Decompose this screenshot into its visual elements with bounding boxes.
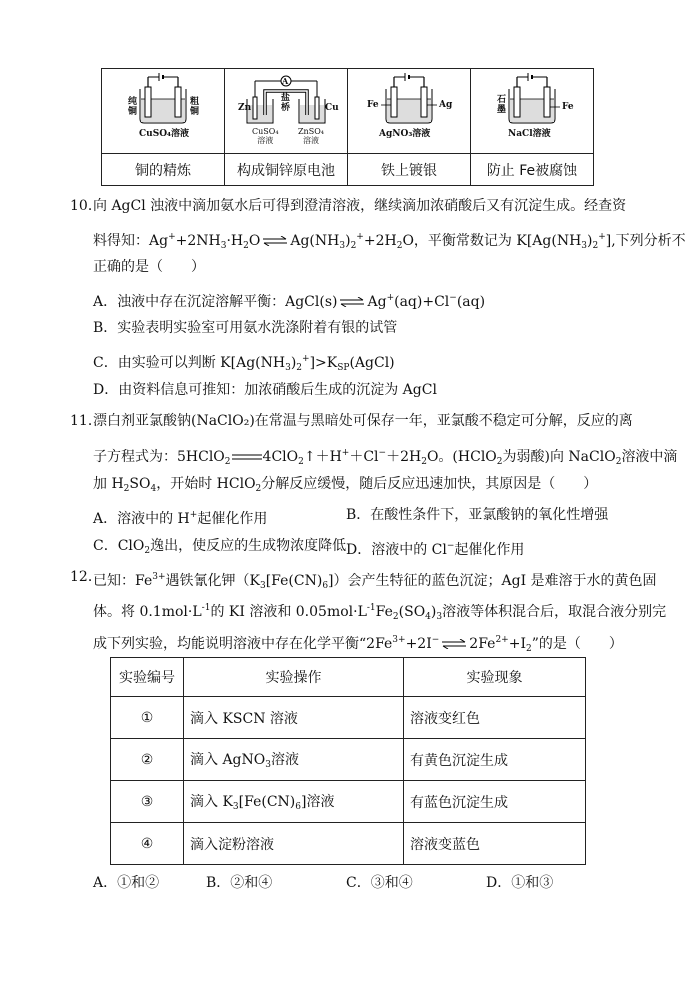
experiment-id: ④ (111, 823, 184, 865)
experiment-operation: 滴入 AgNO$_3$溶液 (184, 739, 404, 781)
q11-line1: 11． 漂白剂亚氯酸钠(NaClO₂)在常温与黑暗处可保存一年，亚氯酸不稳定可分解，反应的离 (70, 413, 633, 429)
experiment-id: ③ (111, 781, 184, 823)
figure-galvanic-cell (225, 69, 348, 154)
header-experiment-result: 实验现象 (404, 658, 586, 697)
q10-line1: 10． 向 AgCl 浊液中滴加氨水后可得到澄清溶液，继续滴加浓硝酸后又有沉淀生成。经查资 (70, 198, 627, 214)
experiment-operation: 滴入 $K_3[Fe(CN)_6]$溶液 (184, 781, 404, 823)
salt-bridge-label: 盐 桥 (281, 93, 291, 113)
equilibrium-arrow-icon (339, 297, 365, 307)
experiment-id: ① (111, 697, 184, 739)
zn-electrode-label: Zn (238, 103, 252, 113)
equilibrium-arrow-icon (262, 236, 288, 246)
experiment-result: 有蓝色沉淀生成 (404, 781, 586, 823)
table-row (111, 697, 586, 739)
experiment-result: 溶液变红色 (404, 697, 586, 739)
reaction-equals-icon (232, 453, 262, 461)
table-row (111, 823, 586, 865)
header-experiment-id: 实验编号 (111, 658, 184, 697)
pure-copper-label: 纯 铜 (128, 97, 138, 117)
figure-corrosion-protection (471, 69, 594, 154)
experiment-result: 有黄色沉淀生成 (404, 739, 586, 781)
q10-line3: 正确的是（ ） (93, 259, 205, 275)
q12-answer-d: D．①和③ (486, 875, 554, 891)
electrolysis-cell-diagram (102, 69, 224, 153)
solution-label: CuSO₄溶液 (139, 129, 189, 139)
graphite-label: 石 墨 (497, 95, 507, 115)
caption-copper-refining: 铜的精炼 (102, 154, 225, 186)
q11-line3: 加 $H_2SO_4$，开始时 HClO$_2$分解反应缓慢，随后反应迅速加快，其原因是（ ） (93, 476, 598, 494)
table-row (111, 781, 586, 823)
experiment-operation: 滴入淀粉溶液 (184, 823, 404, 865)
figure-silver-plating (348, 69, 471, 154)
solution-label: AgNO₃溶液 (379, 129, 431, 139)
apparatus-table (101, 68, 594, 186)
q12-number: 12． (70, 569, 102, 585)
cu-electrode-label: Cu (325, 103, 339, 113)
q11-option-c: C．ClO$_2$逸出，使反应的生成物浓度降低 (93, 538, 347, 556)
q11-option-a: A．溶液中的 H+起催化作用 (93, 510, 268, 527)
q12-line1: 12． 已知：$Fe^{3+}$遇铁氰化钾$(K_3[Fe(CN)_6])$会产生特征的蓝色沉淀；AgI 是难溶于水的黄色固 (70, 569, 657, 591)
q10-option-c: C．由实验可以判断 $K[Ag(NH_3)_2^+]>K_{SP}(AgCl)$ (93, 354, 395, 373)
ammeter-label: A (282, 76, 289, 86)
plating-cell-diagram (348, 69, 470, 153)
experiment-table (110, 657, 586, 865)
figure-copper-refining (102, 69, 225, 154)
q11-option-b: B．在酸性条件下，亚氯酸钠的氧化性增强 (346, 507, 609, 523)
right-solution-label: ZnSO₄ 溶液 (298, 127, 324, 145)
caption-corrosion-protection: 防止 Fe被腐蚀 (471, 154, 594, 186)
caption-galvanic-cell: 构成铜锌原电池 (225, 154, 348, 186)
crude-copper-label: 粗 铜 (190, 97, 200, 117)
experiment-operation: 滴入 KSCN 溶液 (184, 697, 404, 739)
experiment-id: ② (111, 739, 184, 781)
experiment-result: 溶液变蓝色 (404, 823, 586, 865)
ag-electrode-label: Ag (439, 100, 453, 110)
q11-line2: 子方程式为：5HClO$_2$ $4ClO_2↑+H^++Cl^-+2H_2O$。(HClO$_2$为弱酸)向 NaClO$_2$溶液中滴 (93, 448, 678, 467)
solution-label: NaCl溶液 (508, 129, 551, 139)
caption-silver-plating: 铁上镀银 (348, 154, 471, 186)
protection-cell-diagram (471, 69, 593, 153)
q12-answer-b: B．②和④ (206, 875, 273, 891)
q12-line2: 体。将 $0.1mol\cdot L^{-1}$的 KI 溶液和 $0.05mol\cdot L^{-1}Fe_2(SO_4)_3$溶液等体积混合后，取混合液分别完 (93, 603, 667, 622)
q12-answer-a: A．①和② (93, 875, 160, 891)
q10-option-a: A．浊液中存在沉淀溶解平衡：AgCl(s) Ag+(aq)+Cl−(aq) (93, 293, 486, 310)
left-solution-label: CuSO₄ 溶液 (252, 127, 279, 145)
q10-option-b: B．实验表明实验室可用氨水洗涤附着有银的试管 (93, 320, 398, 336)
q10-number: 10． (70, 198, 102, 214)
q11-number: 11． (70, 413, 102, 429)
q12-answer-c: C．③和④ (346, 875, 413, 891)
q10-option-d: D．由资料信息可推知：加浓硝酸后生成的沉淀为 AgCl (93, 382, 437, 398)
fe-electrode-label: Fe (367, 100, 379, 110)
q12-line3: 成下列实验，均能说明溶液中存在化学平衡“$2Fe^{3+}+2I^-$ $2Fe^{2+}+I_2$”的是（ ） (93, 635, 623, 654)
fe-electrode-label: Fe (562, 102, 574, 112)
header-experiment-operation: 实验操作 (184, 658, 404, 697)
q11-option-d: D．溶液中的 Cl−起催化作用 (346, 541, 525, 558)
equilibrium-arrow-icon (441, 639, 467, 649)
table-row (111, 739, 586, 781)
q10-line2: 料得知：$Ag^++2NH_3\cdot H_2O$ $Ag(NH_3)_2^++2H_2O$，平衡常数记为 $K[Ag(NH_3)_2^+]$,下列分析不 (93, 232, 686, 251)
